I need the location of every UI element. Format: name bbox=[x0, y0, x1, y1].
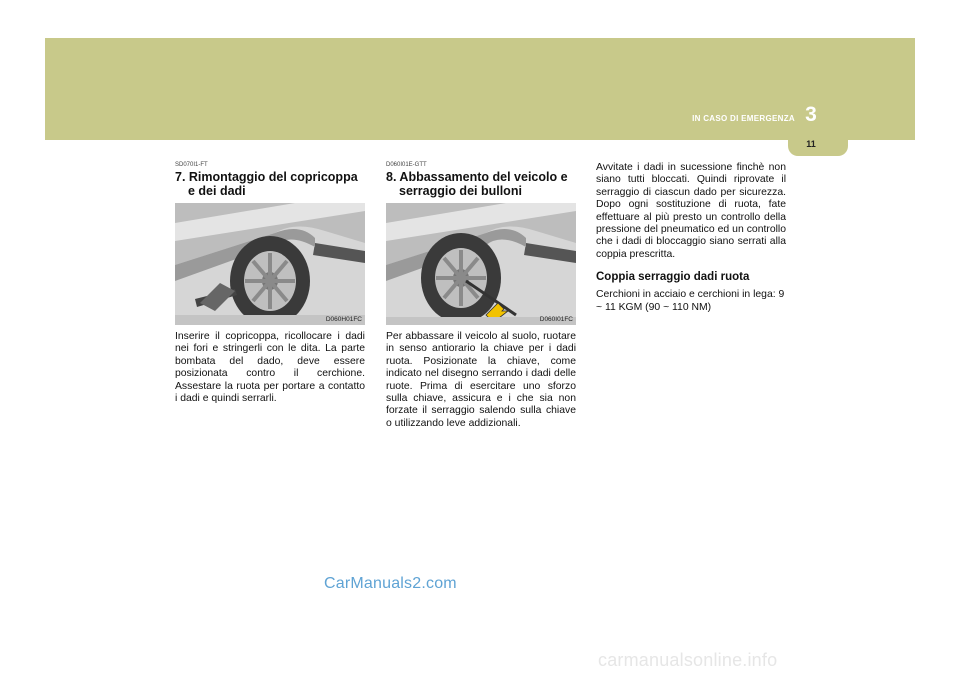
section-number: 3 bbox=[805, 103, 817, 126]
instruction-text: Inserire il copricoppa, ricollocare i dadi nei fori e stringerli con le dita. La parte bombata del dado, deve essere posizionata contro il cerchione. Assestare la ruota per portare a contatto i dadi e quindi serrarli. bbox=[175, 331, 365, 405]
section-label: IN CASO DI EMERGENZA bbox=[692, 114, 795, 123]
torque-heading: Coppia serraggio dadi ruota bbox=[596, 271, 750, 284]
figure-code: D060I01FC bbox=[539, 316, 573, 323]
instruction-text: Avvitate i dadi in sucessione finchè non siano tutti bloccati. Quindi riprovate il serraggio di ciascun dado per sicurezza. Dopo ogni sostituzione di ruota, fate effettuare al più presto un controllo della pressione del pneumatico ed un controllo che i dadi di bloccaggio siano serrati alla coppia prescritta. bbox=[596, 162, 786, 260]
figure-jack-wheel bbox=[175, 203, 365, 325]
header-band bbox=[45, 38, 915, 140]
figure-wrench-wheel bbox=[386, 203, 576, 325]
torque-spec: Cerchioni in acciaio e cerchioni in lega: 9 ~ 11 KGM (90 ~ 110 NM) bbox=[596, 289, 785, 313]
figure-code: D060H01FC bbox=[325, 316, 362, 323]
car-wheel-wrench-illustration bbox=[386, 203, 576, 325]
step-heading bbox=[175, 170, 365, 198]
instruction-text: Per abbassare il veicolo al suolo, ruotare in senso antiorario la chiave per i dadi ruota. Posizionate la chiave, come indicato nel disegno serrando i dadi delle ruote. Prima di esercitare uno sforzo sulla chiave, assicura e i che sia non forzate il serraggio salendo sulla chiave o utilizzando leve addizionali. bbox=[386, 331, 576, 429]
page-number: 11 bbox=[806, 139, 816, 149]
column-1 bbox=[175, 162, 365, 405]
step-heading-line2: e dei dadi bbox=[188, 184, 246, 198]
step-heading-line2: serraggio dei bulloni bbox=[399, 184, 522, 198]
section-code: D060I01E-GTT bbox=[386, 162, 427, 168]
car-wheel-jack-illustration bbox=[175, 203, 365, 325]
section-code: SD070I1-FT bbox=[175, 162, 208, 168]
column-2 bbox=[386, 162, 576, 430]
step-heading-line1: 8. Abbassamento del veicolo e bbox=[386, 170, 568, 184]
watermark-carmanualsonline: carmanualsonline.info bbox=[598, 650, 778, 670]
column-3 bbox=[596, 162, 786, 314]
step-heading-line1: 7. Rimontaggio del copricoppa bbox=[175, 170, 358, 184]
watermark-carmanuals2: CarManuals2.com bbox=[324, 575, 457, 592]
step-heading bbox=[386, 170, 576, 198]
